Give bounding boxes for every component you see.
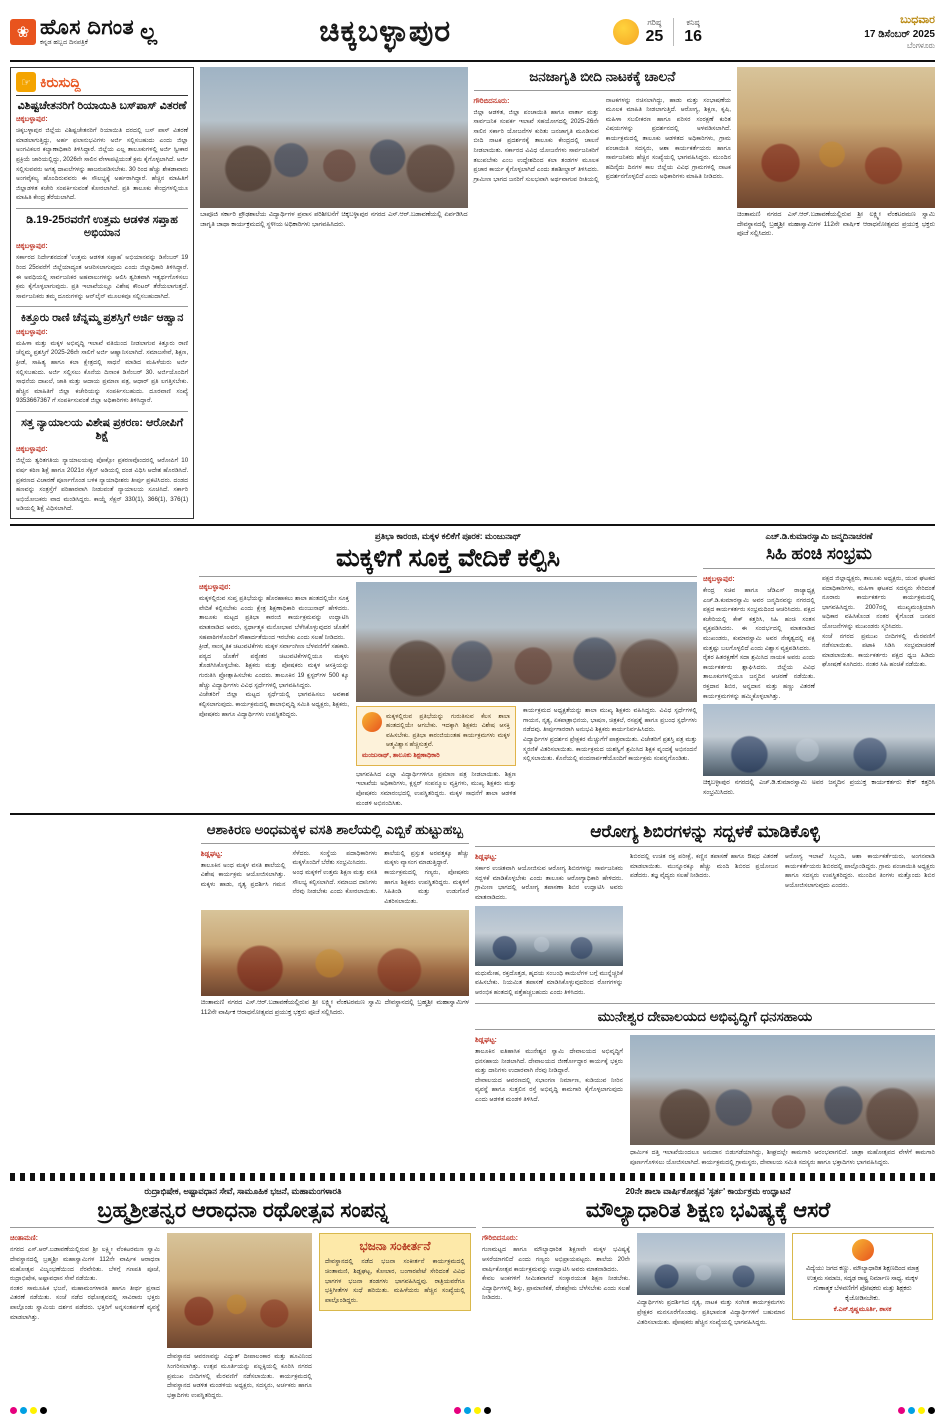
color-dot: [10, 1407, 17, 1414]
color-dot: [464, 1407, 471, 1414]
color-dot: [484, 1407, 491, 1414]
temp-low-value: 16: [684, 28, 703, 46]
bhajana-box: [319, 1233, 471, 1311]
kirusuddi-item-2-byline: ಚಿಕ್ಕಬಳ್ಳಾಪುರ:: [16, 328, 48, 336]
main-story-text-1c: ವಿಜೇತರಿಗೆ ಜಿಲ್ಲಾ ಮಟ್ಟದ ಸ್ಪರ್ಧೆಯಲ್ಲಿ ಭಾಗವಹಿಸಲು ಅವಕಾಶ ಕಲ್ಪಿಸಲಾಗುವುದು. ಕಾರ್ಯಕ್ರಮದಲ್ಲಿ ಶಾಲಾಭಿವೃದ್ಧಿ ಸಮಿತಿ ಅಧ್ಯಕ್ಷರು, ಶಿಕ್ಷಕರು, ಪೋಷಕರು ಹಾಗೂ ವಿದ್ಯಾರ್ಥಿಗಳು ಉಪಸ್ಥಿತರಿದ್ದರು.: [199, 691, 349, 718]
temple-fund-text-1: ತಾಲೂಕಿನ ಐತಿಹಾಸಿಕ ಮುನೇಶ್ವರ ಸ್ವಾಮಿ ದೇವಾಲಯದ ಅಭಿವೃದ್ಧಿಗೆ ಧನಸಹಾಯ ನೀಡಲಾಗಿದೆ. ದೇವಾಲಯದ ಜೀರ್ಣೋದ್ಧಾರ ಕಾರ್ಯಕ್ಕೆ ಭಕ್ತರು ಮತ್ತು ದಾನಿಗಳು ಉದಾರವಾಗಿ ನೆರವು ನೀಡಿದ್ದಾರೆ.: [475, 1048, 623, 1075]
health-col-3: [785, 852, 935, 997]
school-col-3: [792, 1233, 933, 1327]
color-dot: [908, 1407, 915, 1414]
main-story-text-2b: ವಿದ್ಯಾರ್ಥಿಗಳ ಪ್ರದರ್ಶನ ಪ್ರೇಕ್ಷಕರ ಮೆಚ್ಚುಗೆಗೆ ಪಾತ್ರವಾಯಿತು. ವಿಜೇತರಿಗೆ ಪ್ರಶಸ್ತಿ ಪತ್ರ ಮತ್ತು ಸ್ಮರಣಿಕೆ ವಿತರಿಸಲಾಯಿತು. ಕಾರ್ಯಕ್ರಮದ ಯಶಸ್ವಿಗೆ ಶ್ರಮಿಸಿದ ಶಿಕ್ಷಕ ವೃಂದಕ್ಕೆ ಅಭಿನಂದನೆ ಸಲ್ಲಿಸಲಾಯಿತು. ಕೊನೆಯಲ್ಲಿ ವಂದನಾರ್ಪಣೆಯೊಂದಿಗೆ ಕಾರ್ಯಕ್ರಮ ಸಂಪನ್ನಗೊಂಡಿತು.: [523, 736, 697, 763]
kirusuddi-item-1-text: ಸರ್ಕಾರದ ನಿರ್ದೇಶನದಂತೆ 'ಉತ್ತಮ ಆಡಳಿತ ಸಪ್ತಾಹ' ಅಭಿಯಾನವನ್ನು ಡಿಸೆಂಬರ್ 19 ರಿಂದ 25ರವರೆಗೆ ಜಿಲ್ಲೆಯಾದ್ಯಂತ ಆಚರಿಸಲಾಗುವುದು ಎಂದು ಜಿಲ್ಲಾಧಿಕಾರಿ ತಿಳಿಸಿದ್ದಾರೆ. ಈ ಅವಧಿಯಲ್ಲಿ ಸಾರ್ವಜನಿಕರ ಅಹವಾಲುಗಳನ್ನು ಆಲಿಸಿ ತ್ವರಿತವಾಗಿ ಇತ್ಯರ್ಥಗೊಳಿಸಲು ಕ್ರಮ ಕೈಗೊಳ್ಳಲಾಗುವುದು. ಪ್ರತಿ ಇಲಾಖೆಯಲ್ಲೂ ವಿಶೇಷ ಕೌಂಟರ್ ತೆರೆಯಲಾಗುತ್ತದೆ. ಸಾರ್ವಜನಿಕರು ತಮ್ಮ ದೂರುಗಳನ್ನು ಆನ್‌ಲೈನ್ ಮೂಲಕವೂ ಸಲ್ಲಿಸಬಹುದಾಗಿದೆ.: [16, 254, 189, 300]
color-dot: [30, 1407, 37, 1414]
temp-high: [645, 18, 663, 47]
street-play-text: ಜಿಲ್ಲಾ ಆಡಳಿತ, ಜಿಲ್ಲಾ ಪಂಚಾಯಿತಿ ಹಾಗೂ ವಾರ್ತಾ ಮತ್ತು ಸಾರ್ವಜನಿಕ ಸಂಪರ್ಕ ಇಲಾಖೆ ಸಹಯೋಗದಲ್ಲಿ 2025-26ನೇ ಸಾಲಿನ ಸರ್ಕಾರಿ ಯೋಜನೆಗಳ ಕುರಿತು ಜನಜಾಗೃತಿ ಮೂಡಿಸುವ ಬೀದಿ ನಾಟಕ ಪ್ರದರ್ಶನಕ್ಕೆ ತಾಲೂಕು ಕೇಂದ್ರದಲ್ಲಿ ಚಾಲನೆ ನೀಡಲಾಯಿತು. ಸರ್ಕಾರದ ವಿವಿಧ ಯೋಜನೆಗಳು ಸಾರ್ವಜನಿಕರಿಗೆ ತಲುಪಬೇಕು ಎಂಬ ಉದ್ದೇಶದಿಂದ ಕಲಾ ತಂಡಗಳ ಮೂಲಕ ಪ್ರಚಾರ ಕಾರ್ಯ ಕೈಗೊಳ್ಳಲಾಗಿದೆ ಎಂದು ತಹಶೀಲ್ದಾರ್ ತಿಳಿಸಿದರು. ಗ್ರಾಮೀಣ ಭಾಗದ ಜನರಿಗೆ ಸುಲಭವಾಗಿ ಅರ್ಥವಾಗುವ ರೀತಿಯಲ್ಲಿ ನಾಟಕಗಳನ್ನು ರಚಿಸಲಾಗಿದ್ದು, ಹಾಡು ಮತ್ತು ಸಂಭಾಷಣೆಯ ಮೂಲಕ ಮಾಹಿತಿ ನೀಡಲಾಗುತ್ತಿದೆ. ಆರೋಗ್ಯ, ಶಿಕ್ಷಣ, ಕೃಷಿ, ಮಹಿಳಾ ಸಬಲೀಕರಣ ಹಾಗೂ ಪರಿಸರ ಸಂರಕ್ಷಣೆ ಕುರಿತ ವಿಷಯಗಳನ್ನು ಪ್ರದರ್ಶನದಲ್ಲಿ ಅಳವಡಿಸಲಾಗಿದೆ. ಕಾರ್ಯಕ್ರಮದಲ್ಲಿ ತಾಲೂಕು ಆಡಳಿತದ ಅಧಿಕಾರಿಗಳು, ಗ್ರಾಮ ಪಂಚಾಯಿತಿ ಸದಸ್ಯರು, ಆಶಾ ಕಾರ್ಯಕರ್ತೆಯರು ಹಾಗೂ ಸಾರ್ವಜನಿಕರು ಹೆಚ್ಚಿನ ಸಂಖ್ಯೆಯಲ್ಲಿ ಭಾಗವಹಿಸಿದ್ದರು. ಮುಂದಿನ ಹದಿನೈದು ದಿನಗಳ ಕಾಲ ಜಿಲ್ಲೆಯ ವಿವಿಧ ಗ್ರಾಮಗಳಲ್ಲಿ ನಾಟಕ ಪ್ರದರ್ಶನಗೊಳ್ಳಲಿದೆ ಎಂದು ಅಧಿಕಾರಿಗಳು ಮಾಹಿತಿ ನೀಡಿದರು.: [473, 96, 731, 183]
divider: [10, 813, 935, 815]
kirusuddi-column: [10, 67, 194, 519]
school-col-2: [637, 1233, 785, 1327]
color-dot: [20, 1407, 27, 1414]
divider: [199, 576, 697, 577]
divider: [482, 1227, 934, 1228]
news-photo-temple-hall: [201, 910, 469, 996]
news-photo-temple-top: [737, 67, 935, 208]
main-story-pull-column: [356, 706, 516, 808]
school-quote-text: ವಿದ್ಯೆಯು ಜಗದ ಕಣ್ಣು. ಮೌಲ್ಯಾಧಾರಿತ ಶಿಕ್ಷಣದಿಂದ ಮಾತ್ರ ಉತ್ತಮ ಸಮಾಜ, ಸದೃಢ ರಾಷ್ಟ್ರ ನಿರ್ಮಾಣ ಸಾಧ್ಯ. ಮಕ್ಕಳ ಗುಣಾತ್ಮಕ ಬೆಳವಣಿಗೆಗೆ ಪೋಷಕರು ಮತ್ತು ಶಿಕ್ಷಕರು ಕೈಜೋಡಿಸಬೇಕು.: [806, 1265, 919, 1302]
health-text-3: ಆರೋಗ್ಯ ಇಲಾಖೆ ಸಿಬ್ಬಂದಿ, ಆಶಾ ಕಾರ್ಯಕರ್ತೆಯರು, ಅಂಗನವಾಡಿ ಕಾರ್ಯಕರ್ತೆಯರು ಶಿಬಿರದಲ್ಲಿ ಪಾಲ್ಗೊಂಡಿದ್ದರು. ಗ್ರಾಮ ಪಂಚಾಯಿತಿ ಅಧ್ಯಕ್ಷರು ಹಾಗೂ ಸದಸ್ಯರು ಉಪಸ್ಥಿತರಿದ್ದರು. ಮುಂದಿನ ತಿಂಗಳು ಮತ್ತೊಂದು ಶಿಬಿರ ಆಯೋಜಿಸಲಾಗುವುದು ಎಂದರು.: [785, 853, 935, 890]
kirusuddi-box: [10, 67, 194, 519]
rathotsava-kicker: ರುದ್ರಾಭಿಷೇಕ, ಅಷ್ಟಾವಧಾನ ಸೇವೆ, ಸಾಮೂಹಿಕ ಭಜನೆ, ಮಹಾಮಂಗಳಾರತಿ: [144, 1186, 342, 1197]
school-byline: ಗೌರಿಬಿದನೂರು:: [482, 1235, 518, 1243]
health-text-2: ಶಿಬಿರದಲ್ಲಿ ಉಚಿತ ರಕ್ತ ಪರೀಕ್ಷೆ, ಕಣ್ಣಿನ ತಪಾಸಣೆ ಹಾಗೂ ಔಷಧ ವಿತರಣೆ ಮಾಡಲಾಯಿತು. ಮುನ್ನೂರಕ್ಕೂ ಹೆಚ್ಚು ಮಂದಿ ಶಿಬಿರದ ಪ್ರಯೋಜನ ಪಡೆದರು. ತಜ್ಞ ವೈದ್ಯರು ಸಲಹೆ ನೀಡಿದರು.: [630, 853, 778, 880]
divider: [201, 843, 469, 844]
divider: [475, 1029, 935, 1030]
hostel-text-1: ತಾಲೂಕಿನ ಅಂಧ ಮಕ್ಕಳ ವಸತಿ ಶಾಲೆಯಲ್ಲಿ ವಿಶೇಷ ಕಾರ್ಯಕ್ರಮ ಆಯೋಜಿಸಲಾಗಿತ್ತು. ಮಕ್ಕಳು ಹಾಡು, ನೃತ್ಯ ಪ್ರದರ್ಶಿಸಿ ಗಮನ ಸೆಳೆದರು. ಸಂಸ್ಥೆಯ ಪದಾಧಿಕಾರಿಗಳು ಮಕ್ಕಳೊಂದಿಗೆ ಬೆರೆತು ಸಂಭ್ರಮಿಸಿದರು.: [200, 849, 378, 888]
rathotsava-headline[interactable]: ಬ್ರಹ್ಮಶ್ರೀತನ್ವರ ಆರಾಧನಾ ರಥೋತ್ಸವ ಸಂಪನ್ನ: [97, 1199, 389, 1223]
birthday-text-1: ಕೇಂದ್ರ ಸಚಿವ ಹಾಗೂ ಜೆಡಿಎಸ್ ರಾಜ್ಯಾಧ್ಯಕ್ಷ ಎಚ್.ಡಿ.ಕುಮಾರಸ್ವಾಮಿ ಅವರ ಜನ್ಮದಿನವನ್ನು ನಗರದಲ್ಲಿ ಪಕ್ಷದ ಕಾರ್ಯಕರ್ತರು ಸಂಭ್ರಮದಿಂದ ಆಚರಿಸಿದರು. ಪಕ್ಷದ ಕಚೇರಿಯಲ್ಲಿ ಕೇಕ್ ಕತ್ತರಿಸಿ, ಸಿಹಿ ಹಂಚಿ ಸಂತಸ ವ್ಯಕ್ತಪಡಿಸಿದರು. ಈ ಸಂದರ್ಭದಲ್ಲಿ ಮಾತನಾಡಿದ ಮುಖಂಡರು, ಕುಮಾರಸ್ವಾಮಿ ಅವರ ನೇತೃತ್ವದಲ್ಲಿ ಪಕ್ಷ ಮತ್ತಷ್ಟು ಬಲಗೊಳ್ಳಲಿದೆ ಎಂದು ವಿಶ್ವಾಸ ವ್ಯಕ್ತಪಡಿಸಿದರು.: [703, 587, 815, 652]
story-hostel: [201, 820, 469, 1167]
kirusuddi-header: [16, 72, 188, 96]
kirusuddi-title: ಕಿರುಸುದ್ದಿ: [40, 73, 81, 90]
rathotsava-col-3: [319, 1233, 471, 1400]
pull-quote-attribution: ಮಂಜುನಾಥ್, ತಾಲೂಕು ಶಿಕ್ಷಣಾಧಿಕಾರಿ: [362, 751, 440, 759]
birthday-story: [703, 531, 935, 808]
main-story-right: [356, 582, 697, 808]
temple-fund-right: [630, 1035, 935, 1167]
masthead: [10, 6, 935, 62]
rathotsava-text-1b: ನಂತರ ಸಾಮೂಹಿಕ ಭಜನೆ, ಮಹಾಮಂಗಳಾರತಿ ಹಾಗೂ ತೀರ್ಥ ಪ್ರಸಾದ ವಿತರಣೆ ನಡೆಯಿತು. ಸಂಜೆ ನಡೆದ ರಥೋತ್ಸವದಲ್ಲಿ ಸಾವಿರಾರು ಭಕ್ತರು ಪಾಲ್ಗೊಂಡು ಸ್ವಾಮಿಯ ದರ್ಶನ ಪಡೆದರು. ಭಕ್ತರಿಗೆ ಅನ್ನಸಂತರ್ಪಣೆ ವ್ಯವಸ್ಥೆ ಮಾಡಲಾಗಿತ್ತು.: [10, 1284, 160, 1321]
rathotsava-byline: ಚಿಂತಾಮಣಿ:: [10, 1235, 38, 1243]
kirusuddi-item-3-head[interactable]: ಸತ್ತ ನ್ಯಾಯಾಲಯ ವಿಶೇಷ ಪ್ರಕರಣ: ಆರೋಪಿಗೆ ಶಿಕ್ಷೆ: [21, 416, 184, 443]
school-text-1: ಗುಣಮಟ್ಟದ ಹಾಗೂ ಮೌಲ್ಯಾಧಾರಿತ ಶಿಕ್ಷಣವೇ ಮಕ್ಕಳ ಭವಿಷ್ಯಕ್ಕೆ ಆಸರೆಯಾಗಲಿದೆ ಎಂದು ಗಣ್ಯರು ಅಭಿಪ್ರಾಯಪಟ್ಟರು. ಶಾಲೆಯ 20ನೇ ವಾರ್ಷಿಕೋತ್ಸವ ಕಾರ್ಯಕ್ರಮವನ್ನು ಉದ್ಘಾಟಿಸಿ ಅವರು ಮಾತನಾಡಿದರು.: [482, 1246, 630, 1273]
health-text-1b: ಮಧುಮೇಹ, ರಕ್ತದೊತ್ತಡ, ಹೃದಯ ಸಂಬಂಧಿ ಕಾಯಿಲೆಗಳ ಬಗ್ಗೆ ಮುನ್ನೆಚ್ಚರಿಕೆ ವಹಿಸಬೇಕು. ನಿಯಮಿತ ತಪಾಸಣೆ ಮಾಡಿಸಿಕೊಳ್ಳುವುದರಿಂದ ರೋಗಗಳನ್ನು ಆರಂಭಿಕ ಹಂತದಲ್ಲಿ ಪತ್ತೆಹಚ್ಚಬಹುದು ಎಂದು ತಿಳಿಸಿದರು.: [475, 969, 623, 996]
main-story-text-1: ಮಕ್ಕಳಲ್ಲಿರುವ ಸುಪ್ತ ಪ್ರತಿಭೆಯನ್ನು ಹೊರಹಾಕಲು ಶಾಲಾ ಹಂತದಲ್ಲಿಯೇ ಸೂಕ್ತ ವೇದಿಕೆ ಕಲ್ಪಿಸಬೇಕು ಎಂದು ಕ್ಷೇತ್ರ ಶಿಕ್ಷಣಾಧಿಕಾರಿ ಮಂಜುನಾಥ್ ಹೇಳಿದರು. ತಾಲೂಕು ಮಟ್ಟದ ಪ್ರತಿಭಾ ಕಾರಂಜಿ ಕಾರ್ಯಕ್ರಮವನ್ನು ಉದ್ಘಾಟಿಸಿ ಮಾತನಾಡಿದ ಅವರು, ಸ್ಪರ್ಧಾತ್ಮಕ ಮನೋಭಾವ ಬೆಳೆಸಿಕೊಳ್ಳುವುದರ ಜೊತೆಗೆ ಸಹಪಾಠಿಗಳೊಂದಿಗೆ ಸೌಹಾರ್ದತೆಯಿಂದ ಇರಬೇಕು ಎಂದು ಸಲಹೆ ನೀಡಿದರು.: [199, 595, 349, 641]
temp-low: [684, 18, 702, 47]
kirusuddi-item-0-head[interactable]: ವಿಶಿಷ್ಟಚೇತನರಿಗೆ ರಿಯಾಯಿತಿ ಬಸ್‌ಪಾಸ್ ವಿತರಣೆ: [17, 100, 187, 112]
health-col-2: [630, 852, 778, 997]
photo-caption-temple-hall: ಚಿಂತಾಮಣಿ ನಗರದ ಎಸ್.ಆರ್.ಬಡಾವಣೆಯಲ್ಲಿರುವ ಶ್ರೀ ಲಕ್ಷ್ಮೀ ವೆಂಕಟರಮಣ ಸ್ವಾಮಿ ದೇವಸ್ಥಾನದಲ್ಲಿ ಬ್ರಹ್ಮಶ್ರೀ ಮಹಾಸ್ವಾಮಿಗಳ 112ನೇ ವಾರ್ಷಿಕ ಆರಾಧನೋತ್ಸವದ ಪ್ರಯುಕ್ತ ಭಕ್ತರು ಪೂಜೆ ಸಲ್ಲಿಸಿದರು.: [200, 999, 469, 1016]
birthday-byline: ಚಿಕ್ಕಬಳ್ಳಾಪುರ:: [703, 576, 735, 583]
color-dot: [918, 1407, 925, 1414]
lower-band: [10, 820, 935, 1167]
school-col-1: [482, 1233, 630, 1327]
temple-fund-byline: ಶಿಡ್ಲಘಟ್ಟ:: [475, 1037, 497, 1045]
date-block: [864, 13, 935, 50]
school-headline[interactable]: ಮೌಲ್ಯಾಧಾರಿತ ಶಿಕ್ಷಣ ಭವಿಷ್ಯಕ್ಕೆ ಆಸರೆ: [585, 1199, 831, 1223]
registration-marks: [10, 1407, 935, 1414]
main-story-text-1b: ಕ್ರೀಡೆ, ಸಾಂಸ್ಕೃತಿಕ ಚಟುವಟಿಕೆಗಳು ಮಕ್ಕಳ ಸರ್ವಾಂಗೀಣ ಬೆಳವಣಿಗೆಗೆ ಸಹಕಾರಿ. ಪಠ್ಯದ ಜೊತೆಗೆ ಪಠ್ಯೇತರ ಚಟುವಟಿಕೆಗಳಲ್ಲಿಯೂ ಮಕ್ಕಳು ತೊಡಗಿಸಿಕೊಳ್ಳಬೇಕು. ಶಿಕ್ಷಕರು ಮತ್ತು ಪೋಷಕರು ಮಕ್ಕಳ ಆಸಕ್ತಿಯನ್ನು ಗುರುತಿಸಿ ಪ್ರೋತ್ಸಾಹಿಸಬೇಕು ಎಂದರು. ತಾಲೂಕಿನ 19 ಕ್ಲಸ್ಟರ್‌ಗಳ 500 ಕ್ಕೂ ಹೆಚ್ಚು ವಿದ್ಯಾರ್ಥಿಗಳು ವಿವಿಧ ಸ್ಪರ್ಧೆಗಳಲ್ಲಿ ಭಾಗವಹಿಸಿದ್ದರು.: [199, 643, 349, 689]
temple-fund-col-1: [475, 1035, 623, 1167]
birthday-kicker: ಎಚ್.ಡಿ.ಕುಮಾರಸ್ವಾಮಿ ಜನ್ಮದಿನಾಚರಣೆ: [765, 530, 873, 541]
logo-subtitle: ಕನ್ನಡ ಹಬ್ಬದ ದಿನಪತ್ರಿಕೆ: [40, 39, 88, 47]
school-text-1b: ಕೇವಲ ಅಂಕಗಳಿಗೆ ಸೀಮಿತವಾಗದೆ ಸಂಸ್ಕಾರಯುತ ಶಿಕ್ಷಣ ನೀಡಬೇಕು. ವಿದ್ಯಾರ್ಥಿಗಳಲ್ಲಿ ಶಿಸ್ತು, ಪ್ರಾಮಾಣಿಕತೆ, ದೇಶಪ್ರೇಮ ಬೆಳೆಸಬೇಕು ಎಂದು ಸಲಹೆ ನೀಡಿದರು.: [482, 1275, 630, 1302]
birthday-text-2b: ಸಂಜೆ ನಗರದ ಪ್ರಮುಖ ಬೀದಿಗಳಲ್ಲಿ ಮೆರವಣಿಗೆ ನಡೆಸಲಾಯಿತು. ಪಟಾಕಿ ಸಿಡಿಸಿ ಸಂಭ್ರಮಾಚರಣೆ ಮಾಡಲಾಯಿತು. ಕಾರ್ಯಕರ್ತರು ಪಕ್ಷದ ಧ್ವಜ ಹಿಡಿದು ಘೋಷಣೆ ಕೂಗಿದರು. ನಂತರ ಸಿಹಿ ಹಂಚಿಕೆ ನಡೆಯಿತು.: [822, 632, 935, 669]
pull-quote-box: [356, 706, 516, 766]
divider: [475, 1003, 935, 1004]
pull-quote-text: ಮಕ್ಕಳಲ್ಲಿರುವ ಪ್ರತಿಭೆಯನ್ನು ಗುರುತಿಸುವ ಕೆಲಸ ಶಾಲಾ ಹಂತದಲ್ಲಿಯೇ ಆಗಬೇಕು. ಇದಕ್ಕಾಗಿ ಶಿಕ್ಷಕರು ವಿಶೇಷ ಆಸಕ್ತಿ ವಹಿಸಬೇಕು. ಪ್ರತಿಭಾ ಕಾರಂಜಿಯಂತಹ ಕಾರ್ಯಕ್ರಮಗಳು ಮಕ್ಕಳ ಆತ್ಮವಿಶ್ವಾಸ ಹೆಚ್ಚಿಸುತ್ತವೆ.: [386, 713, 510, 748]
kirusuddi-item-3-byline: ಚಿಕ್ಕಬಳ್ಳಾಪುರ:: [16, 446, 48, 454]
hostel-byline: ಶಿಡ್ಲಘಟ್ಟ:: [200, 850, 223, 858]
city-label: ಬೆಂಗಳೂರು: [906, 40, 935, 50]
logo-side-text: ಲ್ಲ: [140, 19, 158, 44]
kirusuddi-item-0-byline: ಚಿಕ್ಕಬಳ್ಳಾಪುರ:: [16, 116, 48, 124]
divider: [474, 90, 731, 91]
birthday-col-2: [822, 574, 935, 701]
rathotsava-text-1: ನಗರದ ಎಸ್.ಆರ್.ಬಡಾವಣೆಯಲ್ಲಿರುವ ಶ್ರೀ ಲಕ್ಷ್ಮೀ ವೆಂಕಟರಮಣ ಸ್ವಾಮಿ ದೇವಸ್ಥಾನದಲ್ಲಿ ಬ್ರಹ್ಮಶ್ರೀ ಮಹಾಸ್ವಾಮಿಗಳ 112ನೇ ವಾರ್ಷಿಕ ಆರಾಧನಾ ಮಹೋತ್ಸವ ವಿಜೃಂಭಣೆಯಿಂದ ನೆರವೇರಿತು. ಬೆಳಗ್ಗೆ ಗಣಪತಿ ಪೂಜೆ, ರುದ್ರಾಭಿಷೇಕ, ಅಷ್ಟಾವಧಾನ ಸೇವೆ ನಡೆಯಿತು.: [10, 1246, 160, 1283]
top-band: [10, 67, 935, 519]
hand-icon: ☞: [16, 72, 36, 92]
news-photo-jatha: [200, 67, 467, 208]
kirusuddi-item-3-text: ಜಿಲ್ಲೆಯ ತ್ವರಿತಗತಿಯ ನ್ಯಾಯಾಲಯವು ಪೋಕ್ಸೋ ಪ್ರಕರಣವೊಂದರಲ್ಲಿ ಆರೋಪಿಗೆ 10 ವರ್ಷ ಕಠಿಣ ಶಿಕ್ಷೆ ಹಾಗೂ 2021ರ ಸೆಕ್ಷನ್ ಅಡಿಯಲ್ಲಿ ದಂಡ ವಿಧಿಸಿ ಆದೇಶ ಹೊರಡಿಸಿದೆ. ಪ್ರಕರಣದ ವಿಚಾರಣೆ ಪೂರ್ಣಗೊಂಡ ಬಳಿಕ ನ್ಯಾಯಾಧೀಶರು ತೀರ್ಪು ಪ್ರಕಟಿಸಿದರು. ದಂಡದ ಹಣವನ್ನು ಸಂತ್ರಸ್ತೆಗೆ ಪರಿಹಾರವಾಗಿ ನೀಡುವಂತೆ ನ್ಯಾಯಾಲಯ ಸೂಚಿಸಿದೆ. ಸರ್ಕಾರಿ ಅಭಿಯೋಜಕರು ವಾದ ಮಂಡಿಸಿದ್ದರು. ಕಾಯ್ದೆ ಸೆಕ್ಷನ್ 330(1), 366(1), 376(1) ಅಡಿಯಲ್ಲಿ ಶಿಕ್ಷೆ ವಿಧಿಸಲಾಗಿದೆ.: [16, 457, 189, 513]
news-photo-birthday: [703, 704, 935, 776]
news-photo-school-function: [637, 1233, 785, 1295]
logo-title: ಹೊಸ ದಿಗಂತ: [40, 16, 135, 40]
color-dots-right: [898, 1407, 935, 1414]
hostel-text-2: ಅಂಧ ಮಕ್ಕಳಿಗೆ ಉತ್ತಮ ಶಿಕ್ಷಣ ಮತ್ತು ವಸತಿ ಸೌಲಭ್ಯ ಕಲ್ಪಿಸಲಾಗಿದೆ. ಸಮಾಜದ ದಾನಿಗಳು ನೆರವು ನೀಡಬೇಕು ಎಂದು ಕೋರಲಾಯಿತು. ಶಾಲೆಯಲ್ಲಿ ಪ್ರಸ್ತುತ ಅರವತ್ತಕ್ಕೂ ಹೆಚ್ಚು ಮಕ್ಕಳು ವ್ಯಾಸಂಗ ಮಾಡುತ್ತಿದ್ದಾರೆ.: [292, 849, 469, 896]
hostel-text-3: ಕಾರ್ಯಕ್ರಮದಲ್ಲಿ ಗಣ್ಯರು, ಪೋಷಕರು ಹಾಗೂ ಶಿಕ್ಷಕರು ಉಪಸ್ಥಿತರಿದ್ದರು. ಮಕ್ಕಳಿಗೆ ಸಿಹಿತಿಂಡಿ ಮತ್ತು ಉಡುಗೊರೆ ವಿತರಿಸಲಾಯಿತು.: [384, 868, 469, 905]
lotus-icon: ❀: [10, 19, 36, 45]
main-story-text-2: ಕಾರ್ಯಕ್ರಮದ ಅಧ್ಯಕ್ಷತೆಯನ್ನು ಶಾಲಾ ಮುಖ್ಯ ಶಿಕ್ಷಕರು ವಹಿಸಿದ್ದರು. ವಿವಿಧ ಸ್ಪರ್ಧೆಗಳಲ್ಲಿ ಗಾಯನ, ನೃತ್ಯ, ಏಕಪಾತ್ರಾಭಿನಯ, ಭಾಷಣ, ಚಿತ್ರಕಲೆ, ರಸಪ್ರಶ್ನೆ ಹಾಗೂ ಪ್ರಬಂಧ ಸ್ಪರ್ಧೆಗಳು ನಡೆದವು. ತೀರ್ಪುಗಾರರಾಗಿ ಅನುಭವಿ ಶಿಕ್ಷಕರು ಕಾರ್ಯನಿರ್ವಹಿಸಿದರು.: [523, 707, 697, 734]
news-photo-pratibha-karanji: [356, 582, 697, 702]
rathotsava-col-1: [10, 1233, 160, 1400]
school-kicker: 20ನೇ ಶಾಲಾ ವಾರ್ಷಿಕೋತ್ಸವ 'ಸ್ಫರ್ತ' ಕಾರ್ಯಕ್ರಮ ಉದ್ಘಾಟನೆ: [625, 1186, 791, 1197]
school-text-2: ವಿದ್ಯಾರ್ಥಿಗಳು ಪ್ರದರ್ಶಿಸಿದ ನೃತ್ಯ, ನಾಟಕ ಮತ್ತು ಸಂಗೀತ ಕಾರ್ಯಕ್ರಮಗಳು ಪ್ರೇಕ್ಷಕರ ಮನಸೂರೆಗೊಂಡವು. ಪ್ರತಿಭಾವಂತ ವಿದ್ಯಾರ್ಥಿಗಳಿಗೆ ಬಹುಮಾನ ವಿತರಿಸಲಾಯಿತು. ಪೋಷಕರು ಹೆಚ್ಚಿನ ಸಂಖ್ಯೆಯಲ್ಲಿ ಭಾಗವಹಿಸಿದ್ದರು.: [637, 1299, 785, 1326]
kirusuddi-item-0-text: ಚಿಕ್ಕಬಳ್ಳಾಪುರ ಜಿಲ್ಲೆಯ ವಿಶಿಷ್ಟಚೇತನರಿಗೆ ರಿಯಾಯಿತಿ ದರದಲ್ಲಿ ಬಸ್ ಪಾಸ್ ವಿತರಣೆ ಮಾಡಲಾಗುತ್ತಿದ್ದು, ಅರ್ಹ ಫಲಾನುಭವಿಗಳು ಅರ್ಜಿ ಸಲ್ಲಿಸಬಹುದು ಎಂದು ಜಿಲ್ಲಾ ಅಂಗವಿಕಲರ ಕಲ್ಯಾಣಾಧಿಕಾರಿ ತಿಳಿಸಿದ್ದಾರೆ. ಜಿಲ್ಲೆಯ ಎಲ್ಲ ತಾಲೂಕುಗಳಲ್ಲಿ ಅರ್ಜಿ ಸ್ವೀಕಾರ ಪ್ರಕ್ರಿಯೆ ಜಾರಿಯಲ್ಲಿದ್ದು, 2026ನೇ ಸಾಲಿನ ವೇಳಾಪಟ್ಟಿಯಂತೆ ಕ್ರಮ ಕೈಗೊಳ್ಳಲಾಗಿದೆ. ಅರ್ಜಿ ಸಲ್ಲಿಸುವವರು ಅಗತ್ಯ ದಾಖಲೆಗಳನ್ನು ಹಾಜರುಪಡಿಸಬೇಕು. 30 ರಿಂದ ಹೆಚ್ಚು ಶೇಕಡಾವಾರು ಅಂಗವೈಕಲ್ಯ ಹೊಂದಿರುವವರು ಈ ಸೌಲಭ್ಯಕ್ಕೆ ಅರ್ಹರಾಗಿದ್ದಾರೆ. ಹೆಚ್ಚಿನ ಮಾಹಿತಿಗೆ ಜಿಲ್ಲಾಡಳಿತ ಕಚೇರಿ ಸಂಪರ್ಕಿಸುವಂತೆ ಕೋರಲಾಗಿದೆ. ಪ್ರತಿ ತಾಲೂಕು ಕೇಂದ್ರಗಳಲ್ಲಿಯೂ ಮಾಹಿತಿ ಕೇಂದ್ರ ತೆರೆಯಲಾಗಿದೆ.: [16, 127, 189, 202]
divider: [16, 306, 188, 307]
health-headline[interactable]: ಆರೋಗ್ಯ ಶಿಬಿರಗಳನ್ನು ಸದ್ಬಳಕೆ ಮಾಡಿಕೊಳ್ಳಿ: [590, 822, 820, 842]
divider: [10, 524, 935, 526]
main-story-kicker: ಪ್ರತಿಭಾ ಕಾರಂಜಿ, ಮಕ್ಕಳ ಕಲಿಕೆಗೆ ಪೂರಕ: ಮಂಜುನಾಥ್: [374, 530, 522, 541]
color-dots-center: [454, 1407, 491, 1414]
temp-high-label: ಗರಿಷ್ಠ: [647, 17, 662, 27]
health-text-1: ಸರ್ಕಾರ ಉಚಿತವಾಗಿ ಆಯೋಜಿಸುವ ಆರೋಗ್ಯ ಶಿಬಿರಗಳನ್ನು ಸಾರ್ವಜನಿಕರು ಸದ್ಬಳಕೆ ಮಾಡಿಕೊಳ್ಳಬೇಕು ಎಂದು ತಾಲೂಕು ಆರೋಗ್ಯಾಧಿಕಾರಿ ಹೇಳಿದರು. ಗ್ರಾಮೀಣ ಭಾಗದಲ್ಲಿ ಆರೋಗ್ಯ ತಪಾಸಣಾ ಶಿಬಿರ ಉದ್ಘಾಟಿಸಿ ಅವರು ಮಾತನಾಡಿದರು.: [475, 865, 623, 902]
day-name: ಬುಧವಾರ: [900, 14, 935, 27]
news-photo-health-camp: [475, 906, 623, 966]
middle-band: [10, 531, 935, 808]
story-rathotsava: [10, 1186, 476, 1400]
temple-fund-text-2: ಧಾರ್ಮಿಕ ದತ್ತಿ ಇಲಾಖೆಯಿಂದಲೂ ಅನುದಾನ ಬಿಡುಗಡೆಯಾಗಿದ್ದು, ಶೀಘ್ರದಲ್ಲೇ ಕಾಮಗಾರಿ ಆರಂಭವಾಗಲಿದೆ. ಜಾತ್ರಾ ಮಹೋತ್ಸವದ ವೇಳೆಗೆ ಕಾಮಗಾರಿ ಪೂರ್ಣಗೊಳಿಸಲು ಯೋಜಿಸಲಾಗಿದೆ. ಕಾರ್ಯಕ್ರಮದಲ್ಲಿ ಗ್ರಾಮಸ್ಥರು, ದೇವಾಲಯ ಸಮಿತಿ ಸದಸ್ಯರು ಹಾಗೂ ಭಕ್ತಾದಿಗಳು ಭಾಗವಹಿಸಿದ್ದರು.: [630, 1149, 935, 1166]
story-health-temple: [475, 820, 935, 1167]
birthday-text-1b: ರೈತರ ಹಿತರಕ್ಷಣೆಗೆ ಸದಾ ಶ್ರಮಿಸಿದ ನಾಯಕ ಅವರು ಎಂದು ಕಾರ್ಯಕರ್ತರು ಶ್ಲಾಘಿಸಿದರು. ಜಿಲ್ಲೆಯ ವಿವಿಧ ತಾಲೂಕುಗಳಲ್ಲಿಯೂ ಜನ್ಮದಿನ ಆಚರಣೆ ನಡೆಯಿತು. ರಕ್ತದಾನ ಶಿಬಿರ, ಅನ್ನದಾನ ಮತ್ತು ಹಣ್ಣು ವಿತರಣೆ ಕಾರ್ಯಕ್ರಮಗಳನ್ನು ಹಮ್ಮಿಕೊಳ್ಳಲಾಗಿತ್ತು.: [703, 654, 815, 700]
temp-high-value: 25: [645, 28, 664, 46]
main-story-col-2: [523, 706, 697, 808]
birthday-col-1: [703, 574, 815, 701]
top-photo-column: [200, 67, 467, 519]
section-separator: [10, 1173, 935, 1181]
bhajana-title: ಭಜನಾ ಸಂಕೀರ್ತನೆ: [359, 1239, 431, 1254]
temple-photo-column: [737, 67, 935, 519]
news-photo-temple-donation: [630, 1035, 935, 1145]
temple-fund-headline[interactable]: ಮುನೇಶ್ವರ ದೇವಾಲಯದ ಅಭಿವೃದ್ಧಿಗೆ ಧನಸಹಾಯ: [597, 1008, 813, 1024]
quote-icon: [362, 712, 382, 732]
main-story: [199, 531, 697, 808]
news-photo-chariot: [167, 1233, 312, 1348]
left-spacer-column: [10, 531, 193, 808]
weather-widget: [613, 18, 702, 47]
divider: [16, 208, 188, 209]
health-byline: ಶಿಡ್ಲಘಟ್ಟ:: [475, 854, 497, 862]
birthday-text-2: ಪಕ್ಷದ ಜಿಲ್ಲಾಧ್ಯಕ್ಷರು, ತಾಲೂಕು ಅಧ್ಯಕ್ಷರು, ಯುವ ಘಟಕದ ಪದಾಧಿಕಾರಿಗಳು, ಮಹಿಳಾ ಘಟಕದ ಸದಸ್ಯರು ಸೇರಿದಂತೆ ನೂರಾರು ಕಾರ್ಯಕರ್ತರು ಕಾರ್ಯಕ್ರಮದಲ್ಲಿ ಭಾಗವಹಿಸಿದ್ದರು. 2007ರಲ್ಲಿ ಮುಖ್ಯಮಂತ್ರಿಯಾಗಿ ಅಧಿಕಾರ ವಹಿಸಿಕೊಂಡ ನಂತರ ಕೈಗೊಂಡ ಜನಪರ ಯೋಜನೆಗಳನ್ನು ಮುಖಂಡರು ಸ್ಮರಿಸಿದರು.: [822, 575, 935, 631]
main-story-col-1: [199, 582, 349, 808]
edition-name: ಚಿಕ್ಕಬಳ್ಳಾಪುರ: [319, 15, 452, 48]
divider: [10, 1227, 476, 1228]
quote-icon: [852, 1239, 874, 1261]
color-dot: [454, 1407, 461, 1414]
school-quote-box: [792, 1233, 933, 1320]
temp-low-label: ಕನಿಷ್ಠ: [686, 17, 700, 27]
kirusuddi-item-1-head[interactable]: ಡಿ.19-25ರವರೆಗೆ ಉತ್ತಮ ಆಡಳಿತ ಸಪ್ತಾಹ ಅಭಿಯಾನ: [26, 214, 178, 240]
color-dot: [40, 1407, 47, 1414]
story-school-anniversary: [482, 1186, 934, 1400]
bhajana-text: ದೇವಸ್ಥಾನದಲ್ಲಿ ನಡೆದ ಭಜನಾ ಸಂಕೀರ್ತನೆ ಕಾರ್ಯಕ್ರಮದಲ್ಲಿ ಚಿಂತಾಮಣಿ, ಶಿಡ್ಲಘಟ್ಟ, ಕೋಲಾರ, ಬಂಗಾರಪೇಟೆ ಸೇರಿದಂತೆ ವಿವಿಧ ಭಾಗಗಳ ಭಜನಾ ತಂಡಗಳು ಭಾಗವಹಿಸಿದ್ದವು. ರಾತ್ರಿಯವರೆಗೂ ಭಕ್ತಿಗೀತೆಗಳ ಸುಧೆ ಹರಿಯಿತು. ಮಹಿಳೆಯರು ಹೆಚ್ಚಿನ ಸಂಖ್ಯೆಯಲ್ಲಿ ಪಾಲ್ಗೊಂಡಿದ್ದರು.: [325, 1258, 465, 1304]
main-story-headline[interactable]: ಮಕ್ಕಳಿಗೆ ಸೂಕ್ತ ವೇದಿಕೆ ಕಲ್ಪಿಸಿ: [335, 543, 560, 572]
rathotsava-text-3: ದೇವಸ್ಥಾನದ ಆವರಣವನ್ನು ವಿದ್ಯುತ್ ದೀಪಾಲಂಕಾರ ಮತ್ತು ಹೂವಿನಿಂದ ಸಿಂಗರಿಸಲಾಗಿತ್ತು. ಉತ್ಸವ ಮೂರ್ತಿಯನ್ನು ಪಲ್ಲಕ್ಕಿಯಲ್ಲಿ ಕೂರಿಸಿ ನಗರದ ಪ್ರಮುಖ ಬೀದಿಗಳಲ್ಲಿ ಮೆರವಣಿಗೆ ನಡೆಸಲಾಯಿತು. ಕಾರ್ಯಕ್ರಮದಲ್ಲಿ ದೇವಸ್ಥಾನದ ಆಡಳಿತ ಮಂಡಳಿಯ ಅಧ್ಯಕ್ಷರು, ಸದಸ್ಯರು, ಅರ್ಚಕರು ಹಾಗೂ ಭಕ್ತಾದಿಗಳು ಉಪಸ್ಥಿತರಿದ್ದರು.: [167, 1353, 312, 1399]
divider: [673, 18, 674, 47]
main-story-byline: ಚಿಕ್ಕಬಳ್ಳಾಪುರ:: [199, 584, 231, 592]
street-play-headline[interactable]: ಜನಜಾಗೃತಿ ಬೀದಿ ನಾಟಕಕ್ಕೆ ಚಾಲನೆ: [529, 69, 676, 84]
newspaper-logo[interactable]: [10, 17, 157, 47]
birthday-headline[interactable]: ಸಿಹಿ ಹಂಚಿ ಸಂಭ್ರಮ: [766, 543, 872, 563]
color-dots-left: [10, 1407, 47, 1414]
lower-left-spacer: [10, 820, 195, 1167]
school-quote-attribution: ಕೆ.ಎನ್.ಕೃಷ್ಣಮೂರ್ತಿ, ಶಾಸಕ: [833, 1306, 892, 1314]
photo-caption-birthday: ಚಿಕ್ಕಬಳ್ಳಾಪುರ ನಗರದಲ್ಲಿ ಎಚ್.ಡಿ.ಕುಮಾರಸ್ವಾಮಿ ಅವರ ಜನ್ಮದಿನ ಪ್ರಯುಕ್ತ ಕಾರ್ಯಕರ್ತರು ಕೇಕ್ ಕತ್ತರಿಸಿ ಸಂಭ್ರಮಿಸಿದರು.: [703, 779, 935, 796]
health-col-1: [475, 852, 623, 997]
story-street-play: [474, 67, 731, 519]
kirusuddi-item-1-byline: ಚಿಕ್ಕಬಳ್ಳಾಪುರ:: [16, 243, 48, 251]
main-story-text-3: ಭಾಗವಹಿಸಿದ ಎಲ್ಲಾ ವಿದ್ಯಾರ್ಥಿಗಳಿಗೂ ಪ್ರಮಾಣ ಪತ್ರ ನೀಡಲಾಯಿತು. ಶಿಕ್ಷಣ ಇಲಾಖೆಯ ಅಧಿಕಾರಿಗಳು, ಕ್ಲಸ್ಟರ್ ಸಂಪನ್ಮೂಲ ವ್ಯಕ್ತಿಗಳು, ಮುಖ್ಯ ಶಿಕ್ಷಕರು ಮತ್ತು ಪೋಷಕರು ಸಮಾರಂಭದಲ್ಲಿ ಉಪಸ್ಥಿತರಿದ್ದರು. ಮಕ್ಕಳ ಸಾಧನೆಗೆ ಶಾಲಾ ಆಡಳಿತ ಮಂಡಳಿ ಅಭಿನಂದಿಸಿತು.: [356, 770, 516, 807]
photo-caption-jatha: ಬಾಪೂಜಿ ಸರ್ಕಾರಿ ಪ್ರೌಢಶಾಲೆಯ ವಿದ್ಯಾರ್ಥಿಗಳ ಪ್ರವಾಸ ಪರಿಶೀಲನೆಗೆ ಚಿಕ್ಕಬಳ್ಳಾಪುರ ನಗರದ ಎಸ್.ಆರ್.ಬಡಾವಣೆಯಲ್ಲಿ ಏರ್ಪಡಿಸಿದ ಜಾಗೃತಿ ಜಾಥಾ ಕಾರ್ಯಕ್ರಮದಲ್ಲಿ ಸ್ಥಳೀಯ ಅಧಿಕಾರಿಗಳು ಭಾಗವಹಿಸಿದರು.: [200, 211, 468, 228]
sun-icon: [613, 19, 639, 45]
color-dot: [928, 1407, 935, 1414]
street-play-byline: ಗೌರಿಬಿದನೂರು:: [473, 97, 510, 105]
kirusuddi-item-2-head[interactable]: ಕಿತ್ತೂರು ರಾಣಿ ಚೆನ್ನಮ್ಮ ಪ್ರಶಸ್ತಿಗೆ ಅರ್ಜಿ ಆಹ್ವಾನ: [20, 312, 184, 325]
kirusuddi-item-2-text: ಮಹಿಳಾ ಮತ್ತು ಮಕ್ಕಳ ಅಭಿವೃದ್ಧಿ ಇಲಾಖೆ ವತಿಯಿಂದ ನೀಡಲಾಗುವ ಕಿತ್ತೂರು ರಾಣಿ ಚೆನ್ನಮ್ಮ ಪ್ರಶಸ್ತಿಗೆ 2025-26ನೇ ಸಾಲಿಗೆ ಅರ್ಜಿ ಆಹ್ವಾನಿಸಲಾಗಿದೆ. ಸಮಾಜಸೇವೆ, ಶಿಕ್ಷಣ, ಕ್ರೀಡೆ, ಸಾಹಿತ್ಯ ಹಾಗೂ ಕಲಾ ಕ್ಷೇತ್ರದಲ್ಲಿ ಸಾಧನೆ ಮಾಡಿದ ಮಹಿಳೆಯರು ಅರ್ಜಿ ಸಲ್ಲಿಸಬಹುದು. ಅರ್ಜಿ ಸಲ್ಲಿಸಲು ಕೊನೆಯ ದಿನಾಂಕ ಡಿಸೆಂಬರ್ 30. ಅರ್ಜಿಯೊಂದಿಗೆ ಸಾಧನೆಯ ದಾಖಲೆ, ಜಾತಿ ಮತ್ತು ಆದಾಯ ಪ್ರಮಾಣ ಪತ್ರ, ಆಧಾರ್ ಪ್ರತಿ ಲಗತ್ತಿಸಬೇಕು. ಹೆಚ್ಚಿನ ಮಾಹಿತಿಗೆ ಜಿಲ್ಲಾ ಕಚೇರಿಯನ್ನು ಸಂಪರ್ಕಿಸಬಹುದು. ದೂರವಾಣಿ ಸಂಖ್ಯೆ 9353667367 ಗೆ ಸಂಪರ್ಕಿಸುವಂತೆ ಜಿಲ್ಲಾ ಅಧಿಕಾರಿಗಳು ತಿಳಿಸಿದ್ದಾರೆ.: [16, 339, 189, 405]
photo-caption-temple-top: ಚಿಂತಾಮಣಿ ನಗರದ ಎಸ್.ಆರ್.ಬಡಾವಣೆಯಲ್ಲಿರುವ ಶ್ರೀ ಲಕ್ಷ್ಮೀ ವೆಂಕಟರಮಣ ಸ್ವಾಮಿ ದೇವಸ್ಥಾನದಲ್ಲಿ ಬ್ರಹ್ಮಶ್ರೀ ಮಹಾಸ್ವಾಮಿಗಳ 112ನೇ ವಾರ್ಷಿಕ ಆರಾಧನೋತ್ಸವದ ಪ್ರಯುಕ್ತ ಭಕ್ತರು ಪೂಜೆ ಸಲ್ಲಿಸಿದರು.: [736, 211, 935, 238]
date-string: 17 ಡಿಸೆಂಬರ್ 2025: [864, 28, 935, 40]
color-dot: [898, 1407, 905, 1414]
temple-fund-text-1b: ದೇವಾಲಯದ ಆವರಣದಲ್ಲಿ ಸಭಾಂಗಣ ನಿರ್ಮಾಣ, ಕುಡಿಯುವ ನೀರಿನ ವ್ಯವಸ್ಥೆ ಹಾಗೂ ಸುತ್ತಲಿನ ರಸ್ತೆ ಅಭಿವೃದ್ಧಿ ಕಾಮಗಾರಿ ಕೈಗೊಳ್ಳಲಾಗುವುದು ಎಂದು ಆಡಳಿತ ಮಂಡಳಿ ತಿಳಿಸಿದೆ.: [475, 1076, 623, 1104]
rathotsava-col-2: [167, 1233, 312, 1400]
divider: [16, 411, 188, 412]
bottom-band: [10, 1186, 935, 1400]
color-dot: [474, 1407, 481, 1414]
divider: [475, 846, 935, 847]
hostel-headline[interactable]: ಆಶಾಕಿರಣ ಅಂಧಮಕ್ಕಳ ವಸತಿ ಶಾಲೆಯಲ್ಲಿ ಎಬ್ಬಿಕೆ ಹುಟ್ಟುಹಬ್ಬ: [206, 822, 464, 838]
divider: [703, 568, 935, 569]
